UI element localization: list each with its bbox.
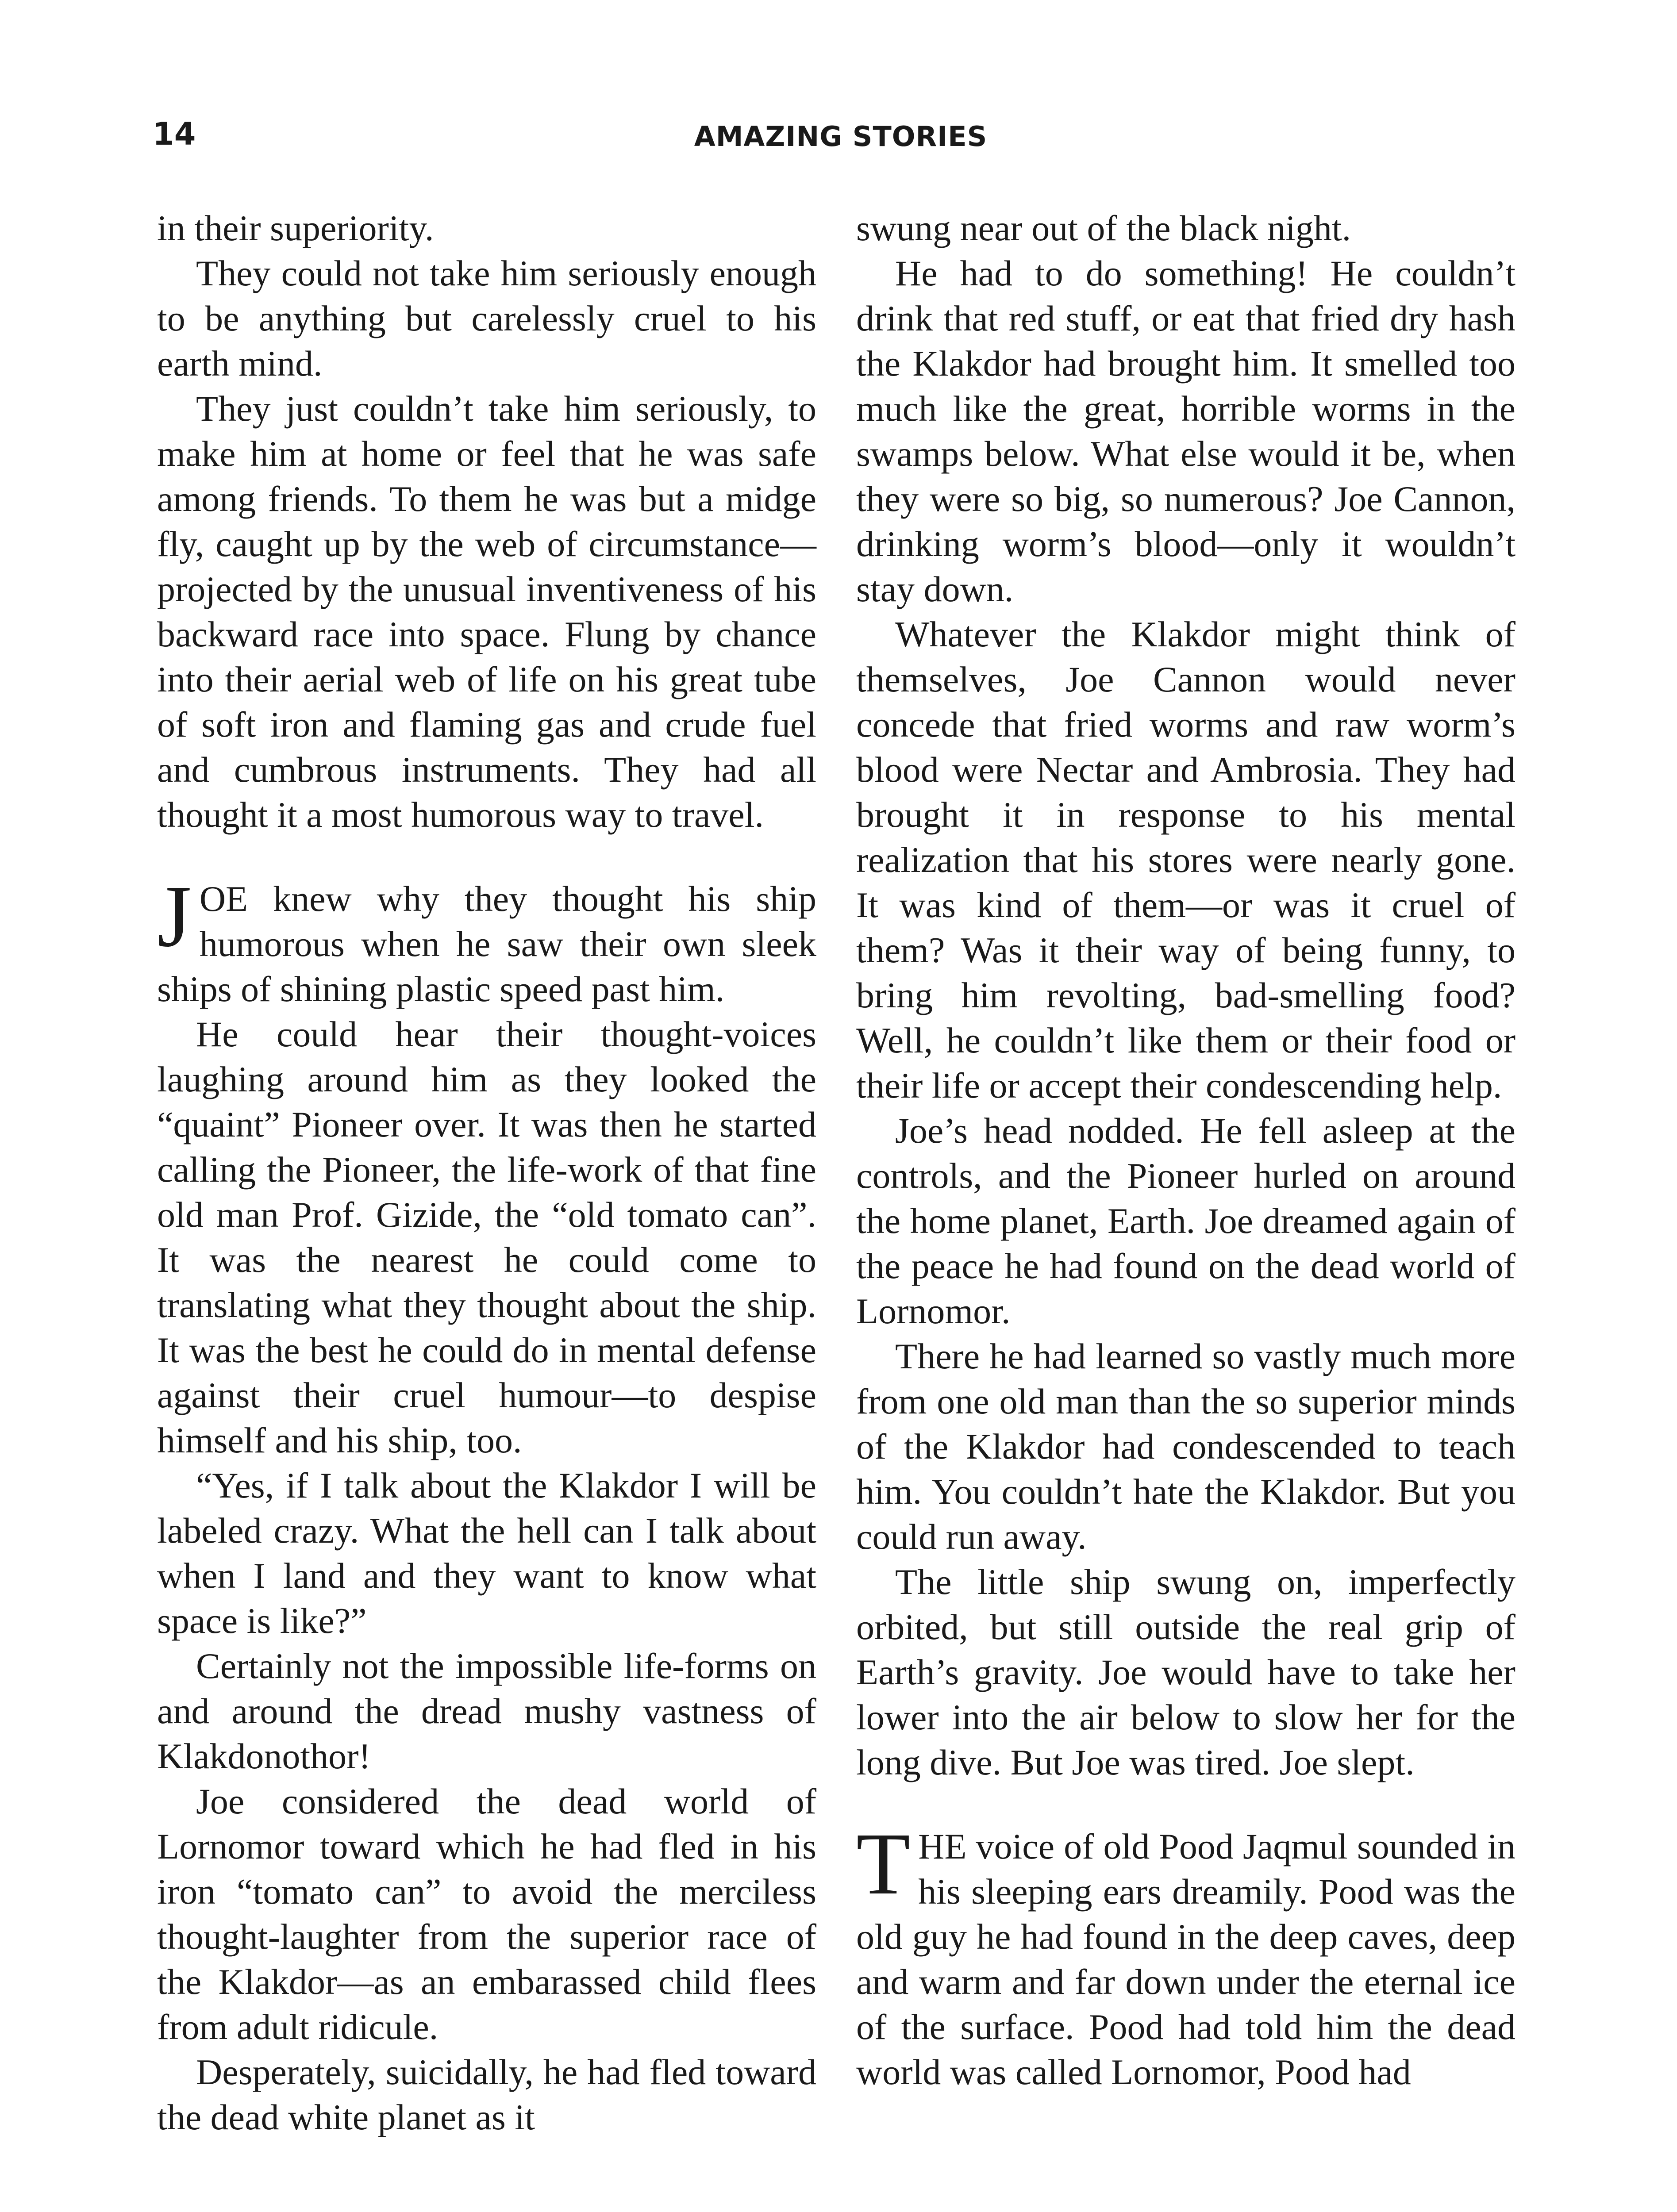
paragraph [856, 1334, 1515, 1559]
paragraph [157, 386, 816, 837]
paragraph-text: They just couldn’t take him seriously, to make him at home or feel that he was safe among friends. To them he was but a midge fly, caught up by the web of circumstance—projected by the unusual inventiveness of his backward race into space. Flung by chance into their aerial web of life on his great tube of soft iron and flaming gas and crude fuel and cumbrous instruments. They had all thought it a most humorous way to travel. [157, 388, 816, 835]
drop-cap-initial: J [157, 868, 192, 965]
paragraph-text: HE voice of old Pood Jaqmul sounded in his sleeping ears dreamily. Pood was the old guy he had found in the deep caves, deep and warm and far down under the eternal ice of the surface. Pood had told him the dead world was called Lornomor, Pood had [856, 1826, 1515, 2092]
paragraph-text: Whatever the Klakdor might think of themselves, Joe Cannon would never concede that fried worms and raw worm’s blood were Nectar and Ambrosia. They had brought it in response to his mental realization that his stores were nearly gone. It was kind of them—or was it cruel of them? Was it their way of being funny, to bring him revolting, bad-smelling food? Well, he couldn’t like them or their food or their life or accept their condescending help. [856, 614, 1515, 1106]
paragraph-text: in their superiority. [157, 208, 434, 248]
paragraph-text: He had to do something! He couldn’t drink that red stuff, or eat that fried dry hash the Klakdor had brought him. It smelled too much like the great, horrible worms in the swamps below. What else would it be, when they were so big, so numerous? Joe Cannon, drinking worm’s blood—only it wouldn’t stay down. [856, 253, 1515, 609]
paragraph [157, 1012, 816, 1463]
paragraph [157, 206, 816, 251]
section-opening-paragraph [856, 1815, 1515, 2095]
paragraph-text: “Yes, if I talk about the Klakdor I will be labeled crazy. What the hell can I talk about when I land and they want to know what space is like?” [157, 1465, 816, 1641]
paragraph-text: swung near out of the black night. [856, 208, 1351, 248]
paragraph [157, 1644, 816, 1779]
paragraph-text: There he had learned so vastly much more from one old man than the so superior minds of the Klakdor had condescended to teach him. You couldn’t hate the Klakdor. But you could run away. [856, 1336, 1515, 1557]
text-column-left [157, 206, 816, 2140]
running-head: AMAZING STORIES [694, 120, 988, 153]
paragraph [856, 612, 1515, 1108]
paragraph [856, 1559, 1515, 1785]
drop-cap-initial: T [856, 1815, 911, 1913]
paragraph-text: Joe considered the dead world of Lornomor toward which he had fled in his iron “tomato can” to avoid the merciless thought-laughter from the superior race of the Klakdor—as an embarassed child flees from adult ridicule. [157, 1781, 816, 2047]
paragraph-text: Joe’s head nodded. He fell asleep at the controls, and the Pioneer hurled on around the home planet, Earth. Joe dreamed again of the peace he had found on the dead world of Lornomor. [856, 1110, 1515, 1331]
paragraph-text: They could not take him seriously enough to be anything but carelessly cruel to his earth mind. [157, 253, 816, 384]
paragraph-text: OE knew why they thought his ship humorous when he saw their own sleek ships of shining plastic speed past him. [157, 879, 816, 1009]
text-column-right [856, 206, 1515, 2095]
paragraph-text: He could hear their thought-voices laughing around him as they looked the “quaint” Pioneer over. It was then he started calling the Pioneer, the life-work of that fine old man Prof. Gizide, the “old tomato can”. It was the nearest he could come to translating what they thought about the ship. It was the best he could do in mental defense against their cruel humour—to despise himself and his ship, too. [157, 1014, 816, 1460]
paragraph-text: Desperately, suicidally, he had fled toward the dead white planet as it [157, 2052, 816, 2137]
paragraph [157, 1463, 816, 1644]
paragraph [856, 1108, 1515, 1334]
section-opening-paragraph [157, 868, 816, 1012]
paragraph-text: The little ship swung on, imperfectly orbited, but still outside the real grip of Earth’s gravity. Joe would have to take her lower into the air below to slow her for the long dive. But Joe was tired. Joe slept. [856, 1562, 1515, 1782]
paragraph [856, 206, 1515, 251]
paragraph [157, 251, 816, 386]
paragraph-text: Certainly not the impossible life-forms on and around the dread mushy vastness of Klakdonothor! [157, 1646, 816, 1776]
paragraph [157, 2050, 816, 2140]
paragraph [157, 1779, 816, 2050]
paragraph [856, 251, 1515, 612]
page-number: 14 [153, 116, 196, 152]
